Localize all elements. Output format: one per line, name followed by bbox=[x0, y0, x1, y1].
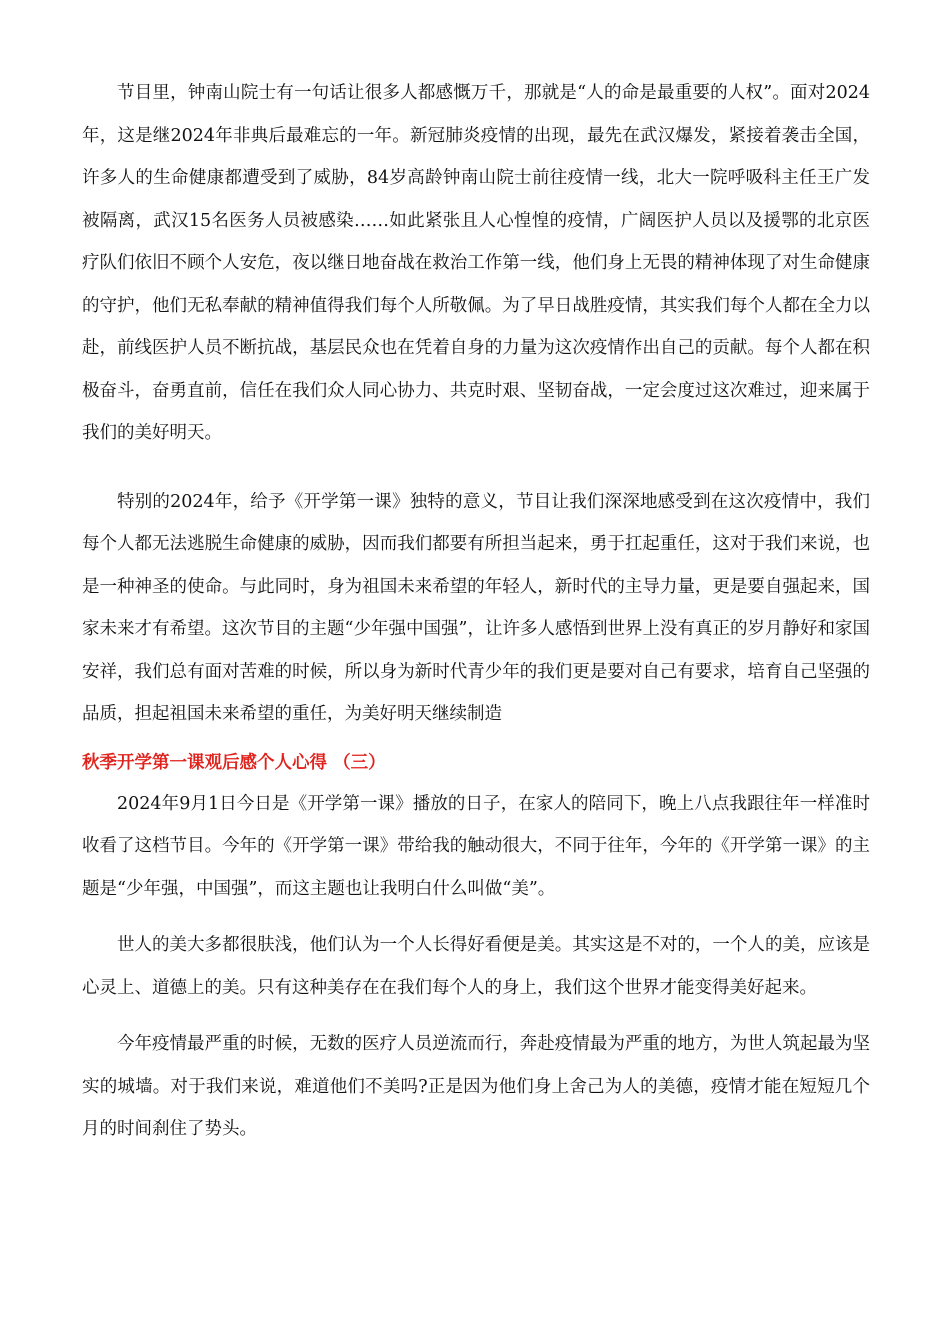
body-paragraph: 特别的2024年，给予《开学第一课》独特的意义，节目让我们深深地感受到在这次疫情中，我们每个人都无法逃脱生命健康的威胁，因而我们都要有所担当起来，勇于扛起重任，这对于我们来说，也是一种神圣的使命。与此同时，身为祖国未来希望的年轻人，新时代的主导力量，更是要自强起来，国家未来才有希望。这次节目的主题“少年强中国强”，让许多人感悟到世界上没有真正的岁月静好和家国安祥，我们总有面对苦难的时候，所以身为新时代青少年的我们更是要对自己有要求，培育自己坚强的品质，担起祖国未来希望的重任，为美好明天继续制造 bbox=[82, 491, 870, 724]
body-paragraph: 2024年9月1日今日是《开学第一课》播放的日子，在家人的陪同下，晚上八点我跟往年一样准时收看了这档节目。今年的《开学第一课》带给我的触动很大，不同于往年，今年的《开学第一课》的主题是“少年强，中国强”，而这主题也让我明白什么叫做“美”。 bbox=[82, 793, 870, 899]
body-paragraph: 节目里，钟南山院士有一句话让很多人都感慨万千，那就是“人的命是最重要的人权”。面对2024年，这是继2024年非典后最难忘的一年。新冠肺炎疫情的出现，最先在武汉爆发，紧接着袭击全国，许多人的生命健康都遭受到了威胁，84岁高龄钟南山院士前往疫情一线，北大一院呼吸科主任王广发被隔离，武汉15名医务人员被感染……如此紧张且人心惶惶的疫情，广阔医护人员以及援鄂的北京医疗队们依旧不顾个人安危，夜以继日地奋战在救治工作第一线，他们身上无畏的精神体现了对生命健康的守护，他们无私奉献的精神值得我们每个人所敬佩。为了早日战胜疫情，其实我们每个人都在全力以赴，前线医护人员不断抗战，基层民众也在凭着自身的力量为这次疫情作出自己的贡献。每个人都在积极奋斗，奋勇直前，信任在我们众人同心协力、共克时艰、坚韧奋战，一定会度过这次难过，迎来属于我们的美好明天。 bbox=[82, 83, 870, 443]
document-page bbox=[82, 72, 870, 1151]
body-paragraph: 世人的美大多都很肤浅，他们认为一个人长得好看便是美。其实这是不对的，一个人的美，应该是心灵上、道德上的美。只有这种美存在在我们每个人的身上，我们这个世界才能变得美好起来。 bbox=[82, 935, 870, 998]
body-paragraph: 今年疫情最严重的时候，无数的医疗人员逆流而行，奔赴疫情最为严重的地方，为世人筑起最为坚实的城墙。对于我们来说，难道他们不美吗?正是因为他们身上舍己为人的美德，疫情才能在短短几个月的时间刹住了势头。 bbox=[82, 1034, 870, 1139]
section-heading: 秋季开学第一课观后感个人心得 （三） bbox=[82, 752, 386, 773]
